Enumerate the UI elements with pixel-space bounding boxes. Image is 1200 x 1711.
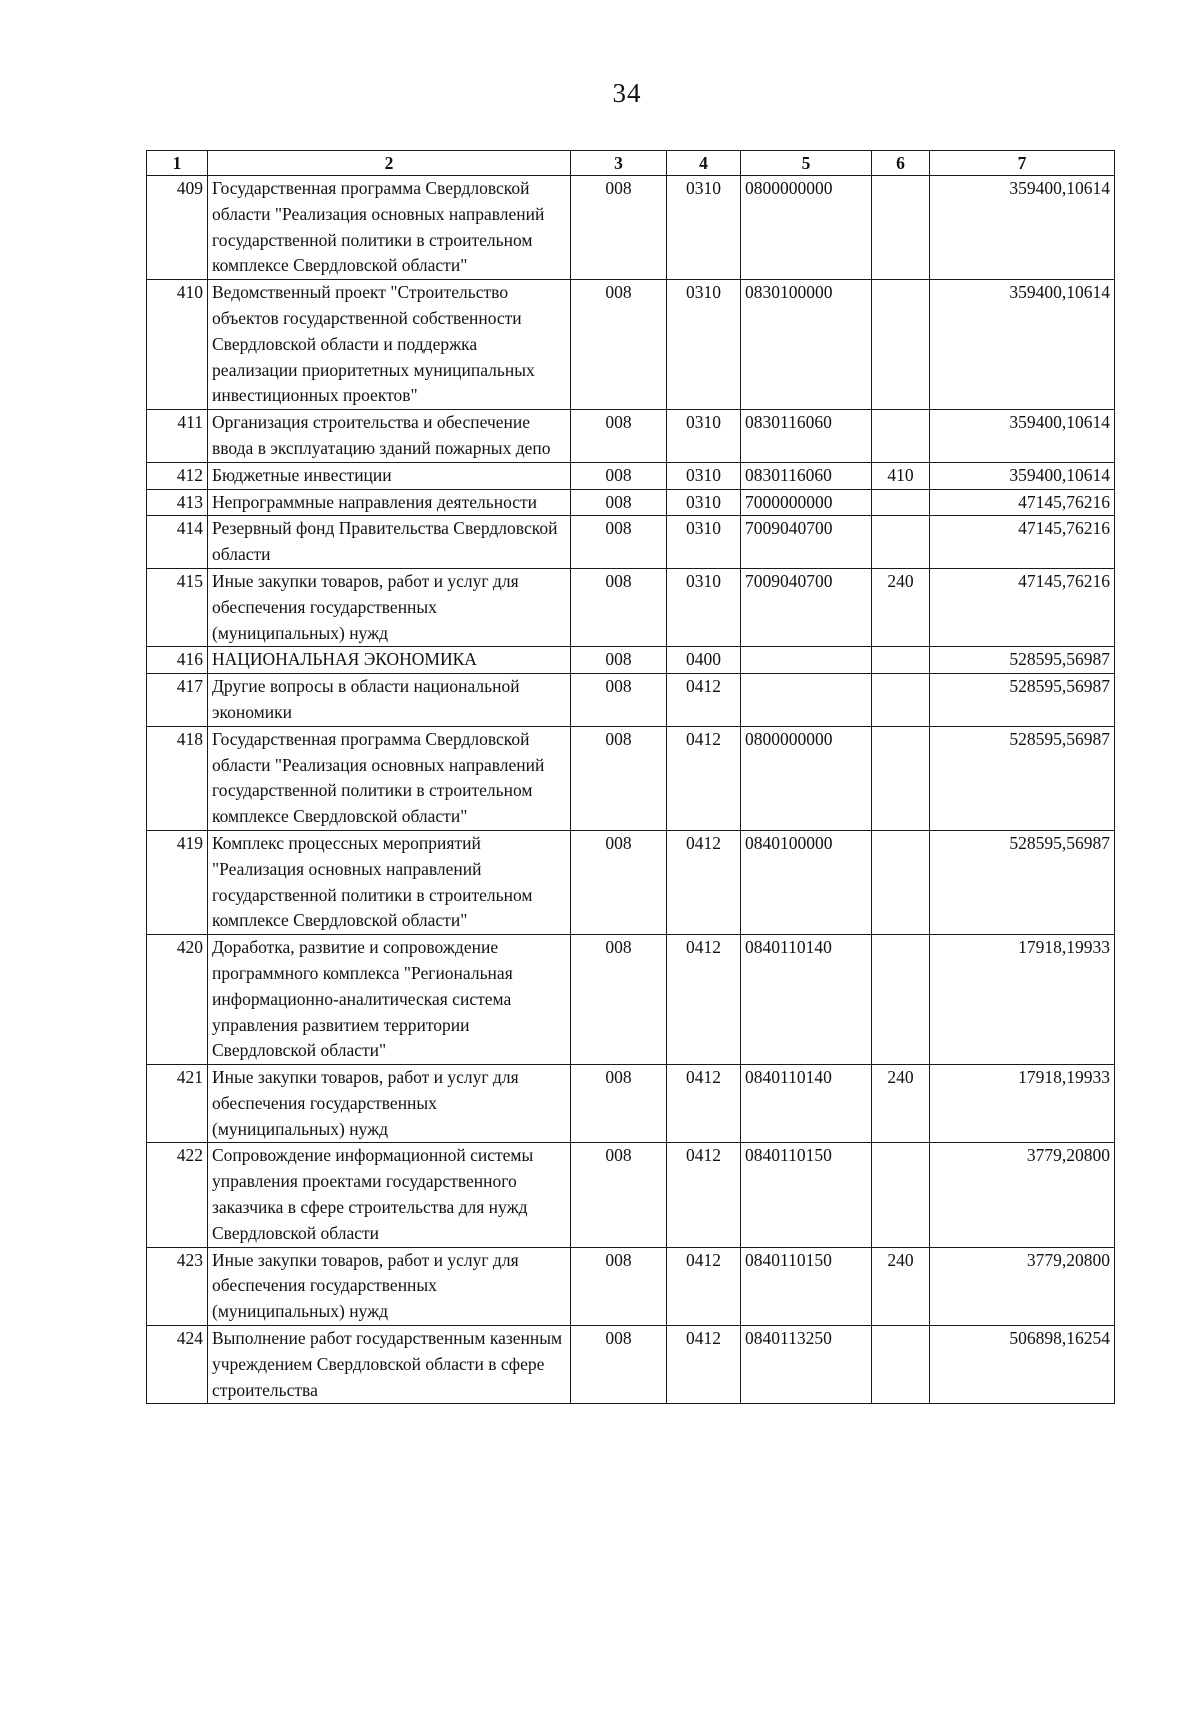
- row-ministry-code: 008: [571, 489, 667, 516]
- row-section-code: 0412: [667, 1326, 741, 1404]
- row-expense-type: [872, 647, 930, 674]
- row-section-code: 0310: [667, 568, 741, 646]
- row-amount: 528595,56987: [930, 830, 1115, 934]
- row-amount: 17918,19933: [930, 1065, 1115, 1143]
- row-amount: 528595,56987: [930, 647, 1115, 674]
- row-amount: 506898,16254: [930, 1326, 1115, 1404]
- row-amount: 359400,10614: [930, 176, 1115, 280]
- table-row: [147, 1326, 1115, 1404]
- row-number: 418: [147, 726, 208, 830]
- row-section-code: 0310: [667, 176, 741, 280]
- table-row: [147, 489, 1115, 516]
- table-row: [147, 568, 1115, 646]
- row-name: Бюджетные инвестиции: [208, 462, 571, 489]
- table-row: [147, 674, 1115, 727]
- row-expense-type: 240: [872, 1247, 930, 1325]
- row-ministry-code: 008: [571, 568, 667, 646]
- row-expense-type: [872, 1143, 930, 1247]
- row-amount: 3779,20800: [930, 1247, 1115, 1325]
- row-amount: 3779,20800: [930, 1143, 1115, 1247]
- row-amount: 359400,10614: [930, 462, 1115, 489]
- table-row: [147, 935, 1115, 1065]
- row-target-article: 0840113250: [741, 1326, 872, 1404]
- row-target-article: [741, 647, 872, 674]
- header-col-7: 7: [930, 151, 1115, 176]
- row-expense-type: 410: [872, 462, 930, 489]
- row-section-code: 0310: [667, 280, 741, 410]
- row-number: 410: [147, 280, 208, 410]
- budget-table: [146, 150, 1115, 1404]
- row-target-article: 0830116060: [741, 462, 872, 489]
- row-name: Иные закупки товаров, работ и услуг для обеспечения государственных (муниципальных) нужд: [208, 1065, 571, 1143]
- row-name: Выполнение работ государственным казенным учреждением Свердловской области в сфере строительства: [208, 1326, 571, 1404]
- row-section-code: 0310: [667, 410, 741, 463]
- row-number: 422: [147, 1143, 208, 1247]
- row-number: 413: [147, 489, 208, 516]
- row-expense-type: [872, 674, 930, 727]
- row-ministry-code: 008: [571, 830, 667, 934]
- table-row: [147, 647, 1115, 674]
- row-ministry-code: 008: [571, 674, 667, 727]
- row-section-code: 0412: [667, 726, 741, 830]
- row-name: Доработка, развитие и сопровождение программного комплекса "Региональная информационно-аналитическая система управления развитием территории Свердловской области": [208, 935, 571, 1065]
- row-name: Комплекс процессных мероприятий "Реализация основных направлений государственной политики в строительном комплексе Свердловской области": [208, 830, 571, 934]
- header-col-2: 2: [208, 151, 571, 176]
- row-target-article: 0800000000: [741, 176, 872, 280]
- table-row: [147, 280, 1115, 410]
- row-section-code: 0412: [667, 1143, 741, 1247]
- table-row: [147, 462, 1115, 489]
- header-col-5: 5: [741, 151, 872, 176]
- table-row: [147, 176, 1115, 280]
- page-number: 34: [612, 78, 642, 108]
- row-amount: 359400,10614: [930, 410, 1115, 463]
- row-target-article: 7009040700: [741, 516, 872, 569]
- table-row: [147, 1065, 1115, 1143]
- row-name: Государственная программа Свердловской области "Реализация основных направлений государственной политики в строительном комплексе Свердловской области": [208, 726, 571, 830]
- row-ministry-code: 008: [571, 280, 667, 410]
- row-amount: 528595,56987: [930, 726, 1115, 830]
- row-expense-type: 240: [872, 1065, 930, 1143]
- row-section-code: 0310: [667, 516, 741, 569]
- row-name: Организация строительства и обеспечение ввода в эксплуатацию зданий пожарных депо: [208, 410, 571, 463]
- row-expense-type: [872, 830, 930, 934]
- row-section-code: 0412: [667, 674, 741, 727]
- header-col-1: 1: [147, 151, 208, 176]
- row-amount: 17918,19933: [930, 935, 1115, 1065]
- table-row: [147, 410, 1115, 463]
- row-number: 417: [147, 674, 208, 727]
- table-row: [147, 1247, 1115, 1325]
- row-name: Иные закупки товаров, работ и услуг для обеспечения государственных (муниципальных) нужд: [208, 1247, 571, 1325]
- row-name: Другие вопросы в области национальной экономики: [208, 674, 571, 727]
- row-target-article: 0800000000: [741, 726, 872, 830]
- row-section-code: 0310: [667, 462, 741, 489]
- row-number: 415: [147, 568, 208, 646]
- row-ministry-code: 008: [571, 1247, 667, 1325]
- header-col-6: 6: [872, 151, 930, 176]
- table-row: [147, 726, 1115, 830]
- row-expense-type: 240: [872, 568, 930, 646]
- row-expense-type: [872, 726, 930, 830]
- row-target-article: 0830100000: [741, 280, 872, 410]
- row-amount: 47145,76216: [930, 489, 1115, 516]
- row-section-code: 0412: [667, 830, 741, 934]
- row-number: 424: [147, 1326, 208, 1404]
- row-target-article: 0840110140: [741, 935, 872, 1065]
- row-expense-type: [872, 489, 930, 516]
- table-row: [147, 1143, 1115, 1247]
- row-section-code: 0412: [667, 935, 741, 1065]
- row-amount: 47145,76216: [930, 568, 1115, 646]
- row-section-code: 0412: [667, 1247, 741, 1325]
- row-ministry-code: 008: [571, 176, 667, 280]
- row-number: 423: [147, 1247, 208, 1325]
- row-target-article: 0830116060: [741, 410, 872, 463]
- row-number: 419: [147, 830, 208, 934]
- row-target-article: 0840110150: [741, 1247, 872, 1325]
- row-ministry-code: 008: [571, 462, 667, 489]
- row-ministry-code: 008: [571, 516, 667, 569]
- row-expense-type: [872, 1326, 930, 1404]
- row-section-code: 0412: [667, 1065, 741, 1143]
- row-number: 414: [147, 516, 208, 569]
- row-ministry-code: 008: [571, 1326, 667, 1404]
- row-ministry-code: 008: [571, 1143, 667, 1247]
- row-target-article: 0840110150: [741, 1143, 872, 1247]
- row-name: Иные закупки товаров, работ и услуг для обеспечения государственных (муниципальных) нужд: [208, 568, 571, 646]
- row-number: 421: [147, 1065, 208, 1143]
- row-ministry-code: 008: [571, 1065, 667, 1143]
- row-name: Государственная программа Свердловской области "Реализация основных направлений государственной политики в строительном комплексе Свердловской области": [208, 176, 571, 280]
- row-ministry-code: 008: [571, 726, 667, 830]
- row-amount: 359400,10614: [930, 280, 1115, 410]
- row-target-article: 0840100000: [741, 830, 872, 934]
- row-target-article: 0840110140: [741, 1065, 872, 1143]
- row-name: Непрограммные направления деятельности: [208, 489, 571, 516]
- table-row: [147, 830, 1115, 934]
- row-number: 420: [147, 935, 208, 1065]
- row-amount: 528595,56987: [930, 674, 1115, 727]
- row-number: 412: [147, 462, 208, 489]
- row-amount: 47145,76216: [930, 516, 1115, 569]
- row-ministry-code: 008: [571, 935, 667, 1065]
- row-number: 411: [147, 410, 208, 463]
- header-col-4: 4: [667, 151, 741, 176]
- row-expense-type: [872, 280, 930, 410]
- header-col-3: 3: [571, 151, 667, 176]
- row-expense-type: [872, 516, 930, 569]
- row-expense-type: [872, 935, 930, 1065]
- row-name: Резервный фонд Правительства Свердловской области: [208, 516, 571, 569]
- row-ministry-code: 008: [571, 410, 667, 463]
- row-ministry-code: 008: [571, 647, 667, 674]
- row-section-code: 0310: [667, 489, 741, 516]
- row-expense-type: [872, 176, 930, 280]
- row-name: НАЦИОНАЛЬНАЯ ЭКОНОМИКА: [208, 647, 571, 674]
- row-target-article: 7009040700: [741, 568, 872, 646]
- row-name: Сопровождение информационной системы управления проектами государственного заказчика в сфере строительства для нужд Свердловской области: [208, 1143, 571, 1247]
- row-section-code: 0400: [667, 647, 741, 674]
- row-number: 416: [147, 647, 208, 674]
- table-row: [147, 516, 1115, 569]
- row-target-article: [741, 674, 872, 727]
- row-target-article: 7000000000: [741, 489, 872, 516]
- row-name: Ведомственный проект "Строительство объектов государственной собственности Свердловской области и поддержка реализации приоритетных муниципальных инвестиционных проектов": [208, 280, 571, 410]
- row-number: 409: [147, 176, 208, 280]
- table-header-row: [147, 151, 1115, 176]
- row-expense-type: [872, 410, 930, 463]
